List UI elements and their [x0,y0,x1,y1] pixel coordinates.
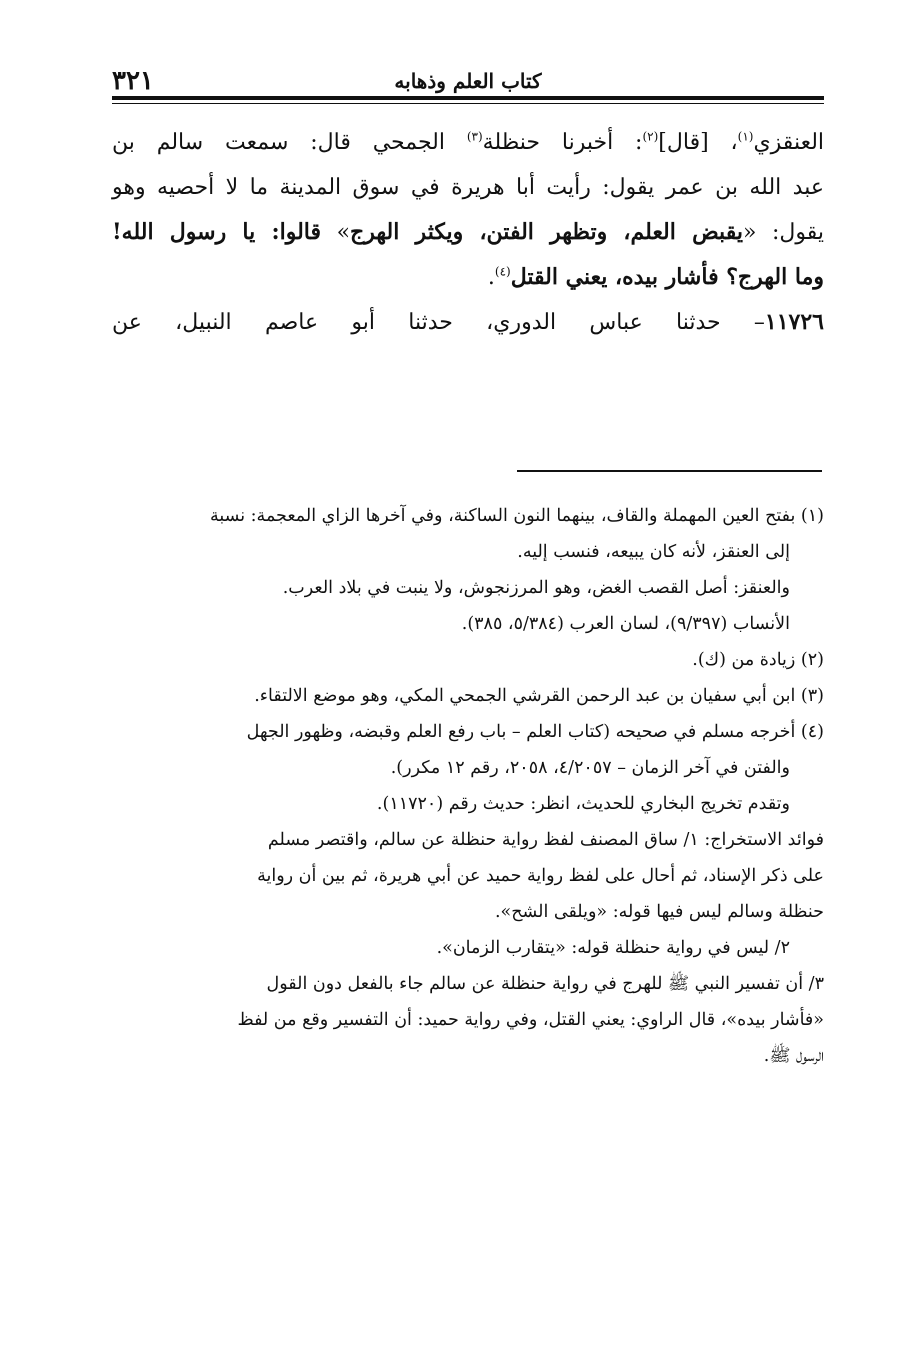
footnotes [112,498,824,1074]
chapter-title: كتاب العلم وذهابه [394,69,542,93]
text-line-1: العنقزي$^{(١)}$، [قال]$^{(٢)}$: أخبرنا حنظلة$^{(٣)}$ الجمحي قال: سمعت سالم بن [112,129,825,155]
footnote-ref-2: (٢) [642,129,659,144]
page-number: ٣٢١ [112,66,154,96]
footnote-1-line: الأنساب (٩/٣٩٧)، لسان العرب (٥/٣٨٤، ٣٨٥). [461,614,790,634]
main-text [112,120,824,345]
benefits-line: فوائد الاستخراج: ١/ ساق المصنف لفظ رواية حنظلة عن سالم، واقتصر مسلم [267,830,824,850]
footnote-4-line: والفتن في آخر الزمان – ٤/٢٠٥٧، ٢٠٥٨، رقم ١٢ مكرر). [390,758,790,778]
benefits-line: حنظلة وسالم ليس فيها قوله: «ويلقى الشح». [494,902,824,922]
benefits-line: على ذكر الإسناد، ثم أحال على لفظ رواية حميد عن أبي هريرة، ثم بين أن رواية [257,866,824,886]
hadith-number: ١١٧٢٦ [764,309,824,335]
footnote-1-line: والعنقز: أصل القصب الغض، وهو المرزنجوش، ولا ينبت في بلاد العرب. [282,578,790,598]
text-line-4: وما الهرج؟ فأشار بيده، يعني القتل$^{(٤)}$. [487,264,824,290]
footnote-1-line: إلى العنقز، لأنه كان يبيعه، فنسب إليه. [517,542,790,562]
text-line-2: عبد الله بن عمر يقول: رأيت أبا هريرة في سوق المدينة ما لا أحصيه وهو [112,175,824,200]
footnote-ref-1: (١) [737,129,754,144]
footnote-4-line: (٤) أخرجه مسلم في صحيحه (كتاب العلم – باب رفع العلم وقبضه، وظهور الجهل [246,722,824,742]
benefits-line: الرسول ﷺ. [763,1046,824,1066]
benefits-line: «فأشار بيده»، قال الراوي: يعني القتل، وفي رواية حميد: أن التفسير وقع من لفظ [237,1010,824,1030]
footnote-ref-3: (٣) [466,129,483,144]
header-rule-thin [112,103,824,104]
footnote-2-line: (٢) زيادة من (ك). [692,650,824,670]
footnote-1-line: (١) بفتح العين المهملة والقاف، بينهما النون الساكنة، وفي آخرها الزاي المعجمة: نسبة [209,506,824,526]
text-line-3: يقول: «يقبض العلم، وتظهر الفتن، ويكثر الهرج» قالوا: يا رسول الله! [112,219,824,245]
benefits-line: ٣/ أن تفسير النبي ﷺ للهرج في رواية حنظلة عن سالم جاء بالفعل دون القول [266,974,824,994]
header-rule-thick [112,96,824,100]
footnote-separator [517,470,822,472]
benefits-line: ٢/ ليس في رواية حنظلة قوله: «يتقارب الزمان». [436,938,790,958]
footnote-3-line: (٣) ابن أبي سفيان بن عبد الرحمن القرشي الجمحي المكي، وهو موضع الالتقاء. [254,686,824,706]
running-header [112,66,824,96]
hadith-quote: يقبض العلم، وتظهر الفتن، ويكثر الهرج [350,219,743,245]
footnote-4-line: وتقدم تخريج البخاري للحديث، انظر: حديث رقم (١١٧٢٠). [376,794,790,814]
text-line-5: ١١٧٢٦– حدثنا عباس الدوري، حدثنا أبو عاصم النبيل، عن [112,309,824,335]
footnote-ref-4: (٤) [494,264,511,279]
